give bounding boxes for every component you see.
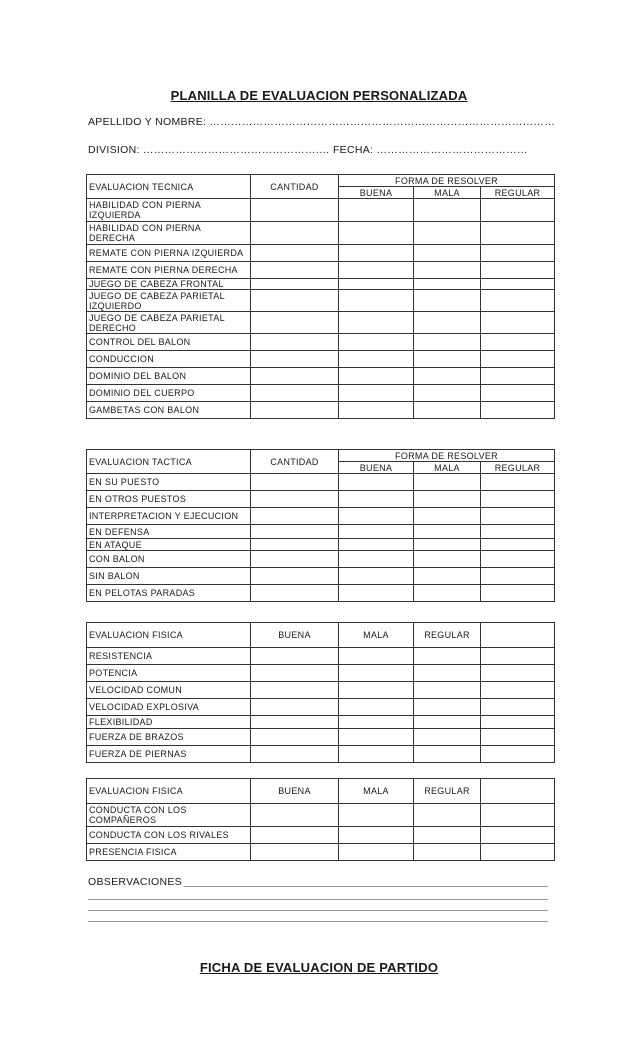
cell-cantidad[interactable] [251, 199, 339, 222]
cell-extra[interactable] [481, 716, 555, 729]
header-evaluacion-tactica: EVALUACION TACTICA [87, 450, 251, 474]
table-row [87, 290, 555, 312]
header-mala: MALA [414, 187, 481, 199]
table-row [87, 491, 555, 508]
cell-regular[interactable] [481, 568, 555, 585]
cell-buena[interactable] [339, 334, 414, 351]
cell-buena[interactable] [251, 827, 339, 844]
table-row [87, 312, 555, 334]
table-row [87, 508, 555, 525]
cell-buena[interactable] [251, 648, 339, 665]
cell-mala[interactable] [414, 585, 481, 602]
cell-mala[interactable] [414, 351, 481, 368]
cell-mala[interactable] [339, 682, 414, 699]
cell-buena[interactable] [339, 474, 414, 491]
table-row [87, 474, 555, 491]
cell-mala[interactable] [414, 508, 481, 525]
cell-regular[interactable] [481, 585, 555, 602]
cell-regular[interactable] [481, 539, 555, 551]
cell-cantidad[interactable] [251, 312, 339, 334]
cell-regular[interactable] [414, 729, 481, 746]
cell-buena[interactable] [339, 491, 414, 508]
cell-mala[interactable] [339, 729, 414, 746]
cell-buena[interactable] [251, 682, 339, 699]
cell-buena[interactable] [339, 199, 414, 222]
cell-cantidad[interactable] [251, 262, 339, 279]
cell-buena[interactable] [339, 290, 414, 312]
observaciones-line-4[interactable] [88, 921, 548, 922]
cell-cantidad[interactable] [251, 334, 339, 351]
row-label: EN OTROS PUESTOS [87, 491, 251, 508]
cell-cantidad[interactable] [251, 222, 339, 245]
cell-mala[interactable] [339, 648, 414, 665]
row-label: CONDUCTA CON LOS COMPAÑEROS [87, 804, 251, 827]
header-forma-resolver: FORMA DE RESOLVER [339, 450, 555, 462]
cell-cantidad[interactable] [251, 551, 339, 568]
row-label: CONDUCTA CON LOS RIVALES [87, 827, 251, 844]
cell-mala[interactable] [414, 474, 481, 491]
row-label: HABILIDAD CON PIERNA DERECHA [87, 222, 251, 245]
table-row [87, 716, 555, 729]
cell-regular[interactable] [414, 804, 481, 827]
cell-mala[interactable] [339, 716, 414, 729]
cell-buena[interactable] [339, 568, 414, 585]
row-label: PRESENCIA FISICA [87, 844, 251, 861]
cell-mala[interactable] [414, 334, 481, 351]
cell-mala[interactable] [414, 368, 481, 385]
row-label: GAMBETAS CON BALON [87, 402, 251, 419]
cell-regular[interactable] [481, 334, 555, 351]
table-row [87, 334, 555, 351]
cell-regular[interactable] [414, 682, 481, 699]
division-fecha-line[interactable]: DIVISION: ………………………………………….… FECHA: …………………………………… [88, 144, 528, 156]
table-row [87, 804, 555, 827]
cell-buena[interactable] [339, 279, 414, 290]
observaciones-line-1[interactable] [184, 886, 548, 887]
table-row [87, 351, 555, 368]
cell-extra[interactable] [481, 665, 555, 682]
row-label: EN PELOTAS PARADAS [87, 585, 251, 602]
table-row [87, 844, 555, 861]
cell-regular[interactable] [481, 245, 555, 262]
table-row [87, 568, 555, 585]
cell-buena[interactable] [251, 729, 339, 746]
cell-buena[interactable] [339, 262, 414, 279]
cell-cantidad[interactable] [251, 351, 339, 368]
table-row [87, 402, 555, 419]
row-label: DOMINIO DEL BALON [87, 368, 251, 385]
row-label: SIN BALON [87, 568, 251, 585]
cell-mala[interactable] [339, 804, 414, 827]
table-row [87, 279, 555, 290]
table-evaluacion-fisica-conducta [86, 778, 555, 861]
row-label: FLEXIBILIDAD [87, 716, 251, 729]
row-label: JUEGO DE CABEZA FRONTAL [87, 279, 251, 290]
observaciones-line-3[interactable] [88, 910, 548, 911]
cell-mala[interactable] [414, 199, 481, 222]
row-label: REMATE CON PIERNA IZQUIERDA [87, 245, 251, 262]
row-label: CONDUCCION [87, 351, 251, 368]
cell-buena[interactable] [339, 245, 414, 262]
observaciones-line-2[interactable] [88, 899, 548, 900]
row-label: EN ATAQUE [87, 539, 251, 551]
cell-mala[interactable] [414, 290, 481, 312]
cell-cantidad[interactable] [251, 402, 339, 419]
cell-mala[interactable] [339, 699, 414, 716]
cell-cantidad[interactable] [251, 474, 339, 491]
row-label: FUERZA DE BRAZOS [87, 729, 251, 746]
page-title: PLANILLA DE EVALUACION PERSONALIZADA [170, 88, 468, 103]
cell-buena[interactable] [339, 551, 414, 568]
header-mala: MALA [414, 462, 481, 474]
cell-buena[interactable] [251, 746, 339, 763]
row-label: EN DEFENSA [87, 525, 251, 539]
table-row [87, 245, 555, 262]
row-label: FUERZA DE PIERNAS [87, 746, 251, 763]
cell-regular[interactable] [481, 551, 555, 568]
cell-mala[interactable] [414, 539, 481, 551]
cell-mala[interactable] [414, 402, 481, 419]
header-cantidad: CANTIDAD [251, 450, 339, 474]
table-row [87, 665, 555, 682]
table-row [87, 746, 555, 763]
cell-buena[interactable] [339, 539, 414, 551]
cell-cantidad[interactable] [251, 279, 339, 290]
cell-mala[interactable] [414, 245, 481, 262]
cell-buena[interactable] [251, 716, 339, 729]
cell-mala[interactable] [339, 665, 414, 682]
observaciones-label: OBSERVACIONES [88, 876, 182, 888]
cell-mala[interactable] [339, 827, 414, 844]
cell-extra[interactable] [481, 746, 555, 763]
cell-mala[interactable] [414, 525, 481, 539]
cell-buena[interactable] [251, 665, 339, 682]
cell-regular[interactable] [414, 665, 481, 682]
cell-mala[interactable] [339, 844, 414, 861]
table-evaluacion-tecnica [86, 174, 555, 419]
cell-regular[interactable] [481, 312, 555, 334]
cell-extra[interactable] [481, 827, 555, 844]
cell-mala[interactable] [414, 262, 481, 279]
cell-regular[interactable] [481, 385, 555, 402]
header-regular: REGULAR [481, 462, 555, 474]
header-regular: REGULAR [481, 187, 555, 199]
cell-regular[interactable] [481, 222, 555, 245]
cell-cantidad[interactable] [251, 585, 339, 602]
cell-regular[interactable] [481, 262, 555, 279]
cell-extra[interactable] [481, 682, 555, 699]
cell-buena[interactable] [339, 508, 414, 525]
cell-buena[interactable] [339, 585, 414, 602]
cell-regular[interactable] [414, 699, 481, 716]
row-label: CONTROL DEL BALON [87, 334, 251, 351]
row-label: CON BALON [87, 551, 251, 568]
cell-buena[interactable] [339, 222, 414, 245]
row-label: JUEGO DE CABEZA PARIETAL IZQUIERDO [87, 290, 251, 312]
cell-buena[interactable] [339, 402, 414, 419]
cell-buena[interactable] [339, 385, 414, 402]
table-row [87, 539, 555, 551]
header-evaluacion-fisica: EVALUACION FISICA [87, 779, 251, 804]
table-row [87, 368, 555, 385]
cell-cantidad[interactable] [251, 568, 339, 585]
cell-cantidad[interactable] [251, 368, 339, 385]
cell-mala[interactable] [414, 312, 481, 334]
table-row [87, 682, 555, 699]
header-buena: BUENA [251, 623, 339, 648]
row-label: POTENCIA [87, 665, 251, 682]
cell-mala[interactable] [414, 222, 481, 245]
header-mala: MALA [339, 779, 414, 804]
cell-mala[interactable] [339, 746, 414, 763]
cell-extra[interactable] [481, 844, 555, 861]
cell-regular[interactable] [481, 402, 555, 419]
cell-buena[interactable] [251, 699, 339, 716]
cell-cantidad[interactable] [251, 385, 339, 402]
table-row [87, 699, 555, 716]
table-row [87, 585, 555, 602]
cell-buena[interactable] [339, 312, 414, 334]
cell-mala[interactable] [414, 568, 481, 585]
cell-regular[interactable] [481, 525, 555, 539]
cell-cantidad[interactable] [251, 290, 339, 312]
cell-regular[interactable] [414, 827, 481, 844]
cell-regular[interactable] [481, 199, 555, 222]
row-label: VELOCIDAD COMUN [87, 682, 251, 699]
cell-buena[interactable] [339, 525, 414, 539]
cell-regular[interactable] [414, 746, 481, 763]
table-evaluacion-fisica [86, 622, 555, 763]
cell-mala[interactable] [414, 279, 481, 290]
table-row [87, 199, 555, 222]
header-regular: REGULAR [414, 623, 481, 648]
table-evaluacion-tactica [86, 449, 555, 602]
cell-buena[interactable] [251, 804, 339, 827]
table-row [87, 222, 555, 245]
header-evaluacion-fisica: EVALUACION FISICA [87, 623, 251, 648]
table-row [87, 729, 555, 746]
cell-buena[interactable] [339, 351, 414, 368]
cell-regular[interactable] [414, 716, 481, 729]
row-label: INTERPRETACION Y EJECUCION [87, 508, 251, 525]
header-cantidad: CANTIDAD [251, 175, 339, 199]
cell-regular[interactable] [481, 351, 555, 368]
header-buena: BUENA [339, 462, 414, 474]
cell-regular[interactable] [481, 368, 555, 385]
cell-mala[interactable] [414, 491, 481, 508]
cell-regular[interactable] [481, 508, 555, 525]
cell-buena[interactable] [339, 368, 414, 385]
cell-extra[interactable] [481, 699, 555, 716]
table-row [87, 385, 555, 402]
row-label: JUEGO DE CABEZA PARIETAL DERECHO [87, 312, 251, 334]
cell-regular[interactable] [481, 290, 555, 312]
cell-cantidad[interactable] [251, 491, 339, 508]
cell-regular[interactable] [414, 844, 481, 861]
table-row [87, 525, 555, 539]
row-label: RESISTENCIA [87, 648, 251, 665]
header-buena: BUENA [251, 779, 339, 804]
header-forma-resolver: FORMA DE RESOLVER [339, 175, 555, 187]
row-label: HABILIDAD CON PIERNA IZQUIERDA [87, 199, 251, 222]
row-label: REMATE CON PIERNA DERECHA [87, 262, 251, 279]
row-label: VELOCIDAD EXPLOSIVA [87, 699, 251, 716]
header-buena: BUENA [339, 187, 414, 199]
apellido-nombre-line[interactable]: APELLIDO Y NOMBRE: …………………………………………………………………………………… [88, 116, 556, 128]
cell-cantidad[interactable] [251, 508, 339, 525]
cell-cantidad[interactable] [251, 245, 339, 262]
table-row [87, 827, 555, 844]
table-row [87, 648, 555, 665]
cell-mala[interactable] [414, 551, 481, 568]
cell-regular[interactable] [414, 648, 481, 665]
cell-mala[interactable] [414, 385, 481, 402]
cell-regular[interactable] [481, 474, 555, 491]
cell-extra[interactable] [481, 648, 555, 665]
cell-regular[interactable] [481, 491, 555, 508]
cell-extra[interactable] [481, 729, 555, 746]
table-row [87, 551, 555, 568]
table-row [87, 262, 555, 279]
cell-buena[interactable] [251, 844, 339, 861]
header-mala: MALA [339, 623, 414, 648]
header-evaluacion-tecnica: EVALUACION TECNICA [87, 175, 251, 199]
cell-cantidad[interactable] [251, 525, 339, 539]
cell-cantidad[interactable] [251, 539, 339, 551]
row-label: EN SU PUESTO [87, 474, 251, 491]
cell-regular[interactable] [481, 279, 555, 290]
row-label: DOMINIO DEL CUERPO [87, 385, 251, 402]
header-regular: REGULAR [414, 779, 481, 804]
cell-extra[interactable] [481, 804, 555, 827]
footer-title: FICHA DE EVALUACION DE PARTIDO [199, 960, 439, 975]
